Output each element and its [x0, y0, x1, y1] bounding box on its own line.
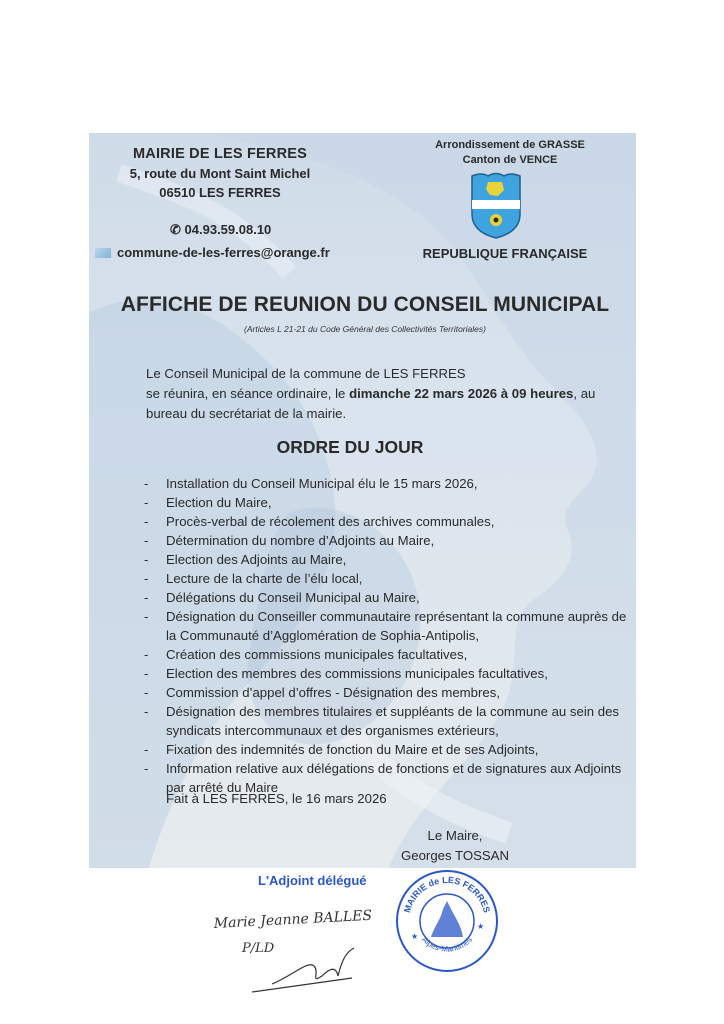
bullet-dash: - — [144, 742, 149, 757]
email-address[interactable]: commune-de-les-ferres@orange.fr — [117, 245, 330, 260]
administrative-header — [410, 138, 610, 168]
official-stamp — [393, 867, 501, 975]
agenda-item-text: Lecture de la charte de l’élu local, — [166, 571, 363, 586]
mairie-name: MAIRIE DE LES FERRES — [133, 146, 307, 162]
agenda-item — [144, 531, 634, 550]
canton-label: Canton de VENCE — [462, 154, 558, 166]
agenda-item — [144, 588, 634, 607]
agenda-item — [144, 569, 634, 588]
meeting-date: dimanche 22 mars 2026 à 09 heures — [349, 386, 574, 401]
agenda-item — [144, 740, 634, 759]
agenda-item-text: Procès-verbal de récolement des archives communales, — [166, 514, 495, 529]
bullet-dash: - — [144, 647, 149, 662]
agenda-item — [144, 607, 634, 645]
bullet-dash: - — [144, 666, 149, 681]
phone-icon: ✆ — [170, 222, 181, 237]
agenda-item — [144, 645, 634, 664]
legal-reference: (Articles L 21-21 du Code Général des Collectivités Territoriales) — [244, 324, 486, 334]
stamp-star-icon: ★ — [411, 932, 419, 941]
mayor-signature-block — [380, 826, 530, 866]
bullet-dash: - — [144, 704, 149, 719]
page-title: AFFICHE DE REUNION DU CONSEIL MUNICIPAL — [120, 293, 610, 316]
agenda-item — [144, 493, 634, 512]
handwritten-signature — [212, 890, 412, 1000]
bullet-dash: - — [144, 609, 149, 624]
bullet-dash: - — [144, 685, 149, 700]
agenda-item-text: Commission d’appel d’offres - Désignation des membres, — [166, 685, 500, 700]
intro-line-3: bureau du secrétariat de la mairie. — [146, 406, 347, 421]
agenda-item-text: Désignation des membres titulaires et suppléants de la commune au sein des syndicats intercommunaux et des organismes extérieurs, — [166, 704, 620, 738]
bullet-dash: - — [144, 590, 149, 605]
intro-text: se réunira, en séance ordinaire, le — [146, 386, 350, 401]
agenda-item-text: Fixation des indemnités de fonction du Maire et de ses Adjoints, — [166, 742, 539, 757]
mail-icon — [95, 248, 111, 258]
arrondissement-label: Arrondissement de GRASSE — [435, 139, 585, 151]
republique-francaise-label: REPUBLIQUE FRANÇAISE — [422, 246, 588, 261]
stamp-star-icon: ★ — [477, 922, 485, 931]
agenda-heading: ORDRE DU JOUR — [276, 437, 424, 457]
agenda-item — [144, 664, 634, 683]
agenda-item-text: Election des membres des commissions municipales facultatives, — [166, 666, 548, 681]
agenda-item — [144, 683, 634, 702]
agenda-item-text: Délégations du Conseil Municipal au Maire, — [166, 590, 420, 605]
agenda-item — [144, 474, 634, 493]
stamp-bottom-text: Alpes-Maritimes — [420, 935, 474, 954]
bullet-dash: - — [144, 495, 149, 510]
intro-text: , au — [573, 386, 596, 401]
deputy-label: L'Adjoint délégué — [258, 873, 367, 888]
agenda-item-text: Election des Adjoints au Maire, — [166, 552, 347, 567]
bullet-dash: - — [144, 571, 149, 586]
agenda-item — [144, 512, 634, 531]
email-row — [95, 245, 330, 260]
handwritten-pld: P/LD — [242, 941, 275, 956]
bullet-dash: - — [144, 514, 149, 529]
phone-number: 04.93.59.08.10 — [184, 222, 272, 237]
bullet-dash: - — [144, 476, 149, 491]
agenda-item — [144, 702, 634, 740]
stamp-emblem-icon — [431, 901, 463, 937]
bullet-dash: - — [144, 552, 149, 567]
agenda-item-text: Désignation du Conseiller communautaire représentant la commune auprès de la Communauté d’Agglomération de Sophia-Antipolis, — [166, 609, 627, 643]
agenda-item-text: Création des commissions municipales facultatives, — [166, 647, 468, 662]
bullet-dash: - — [144, 533, 149, 548]
intro-line-1: Le Conseil Municipal de la commune de LES FERRES — [146, 366, 466, 381]
agenda-item-text: Détermination du nombre d’Adjoints au Maire, — [166, 533, 435, 548]
agenda-item — [144, 550, 634, 569]
handwritten-name: Marie Jeanne BALLES — [213, 907, 373, 932]
intro-line-2 — [146, 384, 626, 404]
agenda-item-text: Installation du Conseil Municipal élu le 15 mars 2026, — [166, 476, 478, 491]
phone-row — [170, 222, 271, 238]
mayor-name: Georges TOSSAN — [401, 848, 509, 863]
stamp-top-text: MAIRIE de LES FERRES — [401, 874, 493, 914]
agenda-item-text: Election du Maire, — [166, 495, 272, 510]
meeting-announcement — [146, 364, 626, 424]
place-and-date: Fait à LES FERRES, le 16 mars 2026 — [166, 791, 387, 806]
mayor-role: Le Maire, — [427, 828, 483, 843]
agenda-item-text: Information relative aux délégations de fonctions et de signatures aux Adjoints par arrêté du Maire — [166, 761, 622, 795]
coat-of-arms-icon — [468, 170, 524, 240]
agenda-list — [144, 474, 634, 797]
address-line-1: 5, route du Mont Saint Michel — [129, 166, 311, 181]
bullet-dash: - — [144, 761, 149, 776]
address-line-2: 06510 LES FERRES — [159, 185, 281, 200]
mairie-header — [90, 146, 350, 200]
